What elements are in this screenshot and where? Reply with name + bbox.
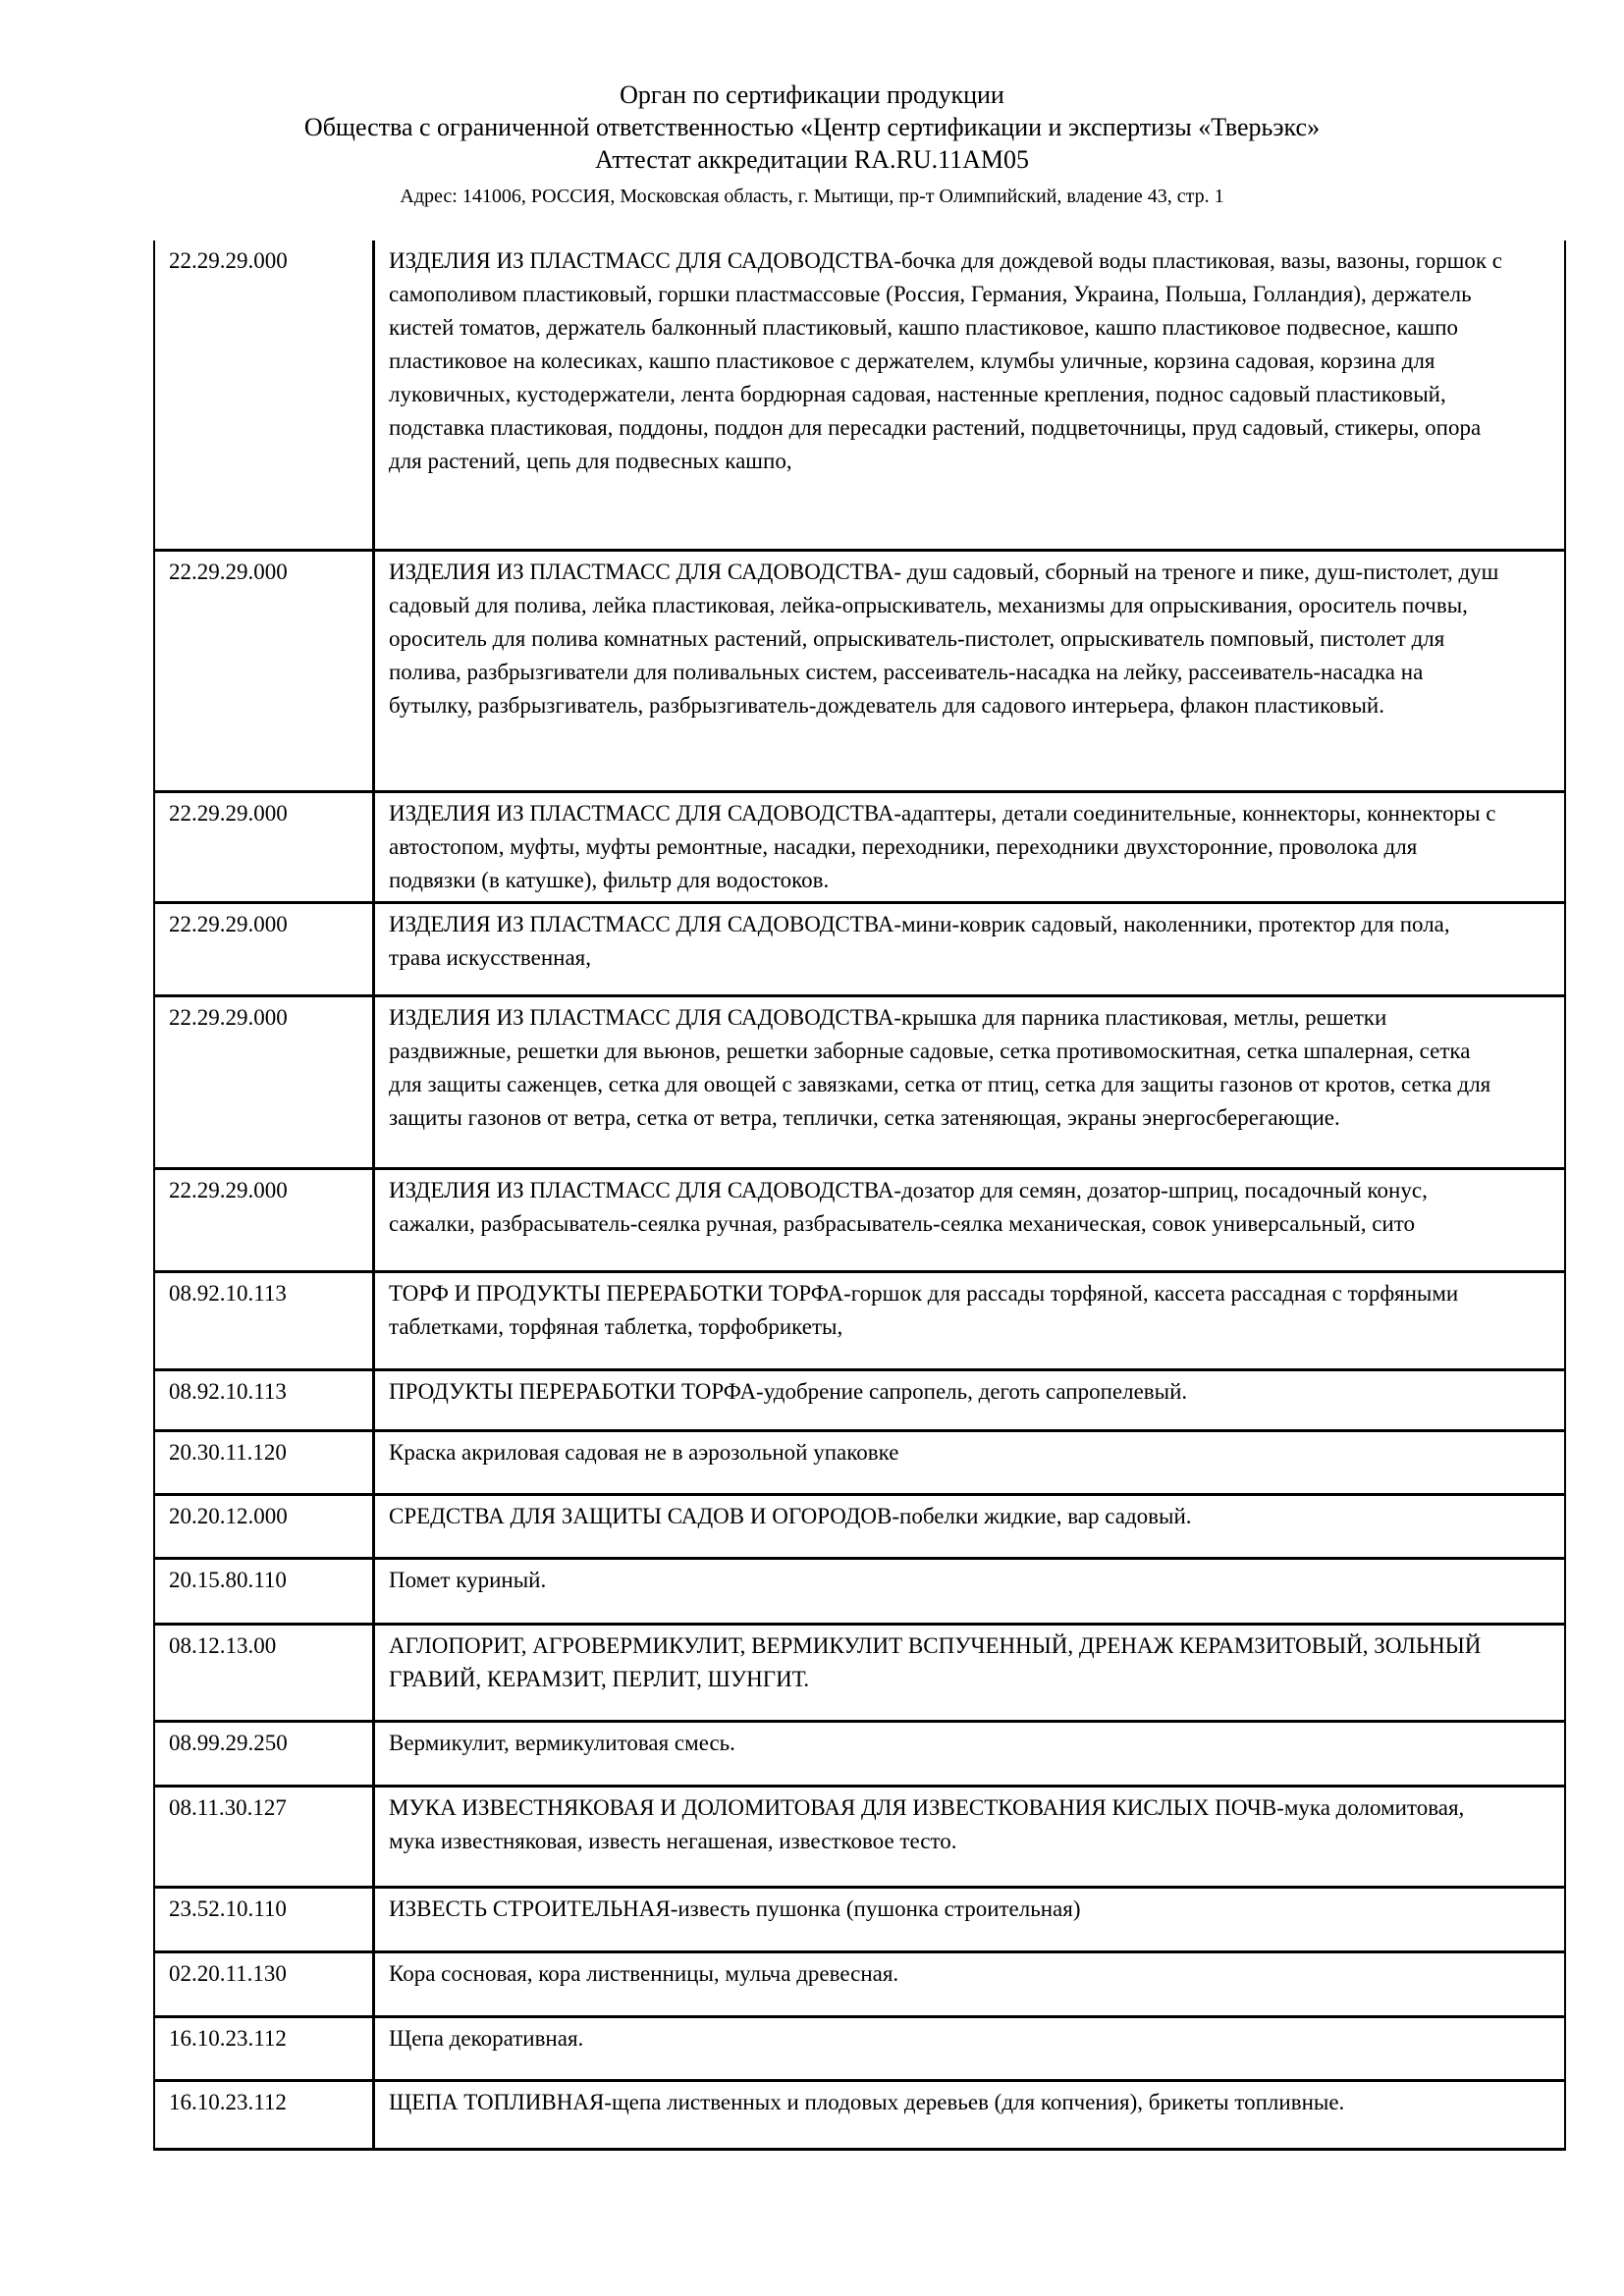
product-description-cell: МУКА ИЗВЕСТНЯКОВАЯ И ДОЛОМИТОВАЯ ДЛЯ ИЗВЕСТКОВАНИЯ КИСЛЫХ ПОЧВ-мука доломитовая, мука известняковая, известь негашеная, известковое тесто. xyxy=(374,1786,1566,1887)
certification-body-title: Орган по сертификации продукции xyxy=(620,80,1004,109)
table-row xyxy=(154,2080,1565,2149)
table-row xyxy=(154,1494,1565,1558)
organization-name: Общества с ограниченной ответственностью «Центр сертификации и экспертизы «Тверьэкс» xyxy=(303,113,1321,141)
product-code-cell: 08.99.29.250 xyxy=(154,1721,374,1786)
product-code-cell: 22.29.29.000 xyxy=(154,1168,374,1271)
product-description-cell: Вермикулит, вермикулитовая смесь. xyxy=(374,1721,1566,1786)
product-description-cell: ТОРФ И ПРОДУКТЫ ПЕРЕРАБОТКИ ТОРФА-горшок для рассады торфяной, кассета рассадная с торфяными таблетками, торфяная таблетка, торфобрикеты, xyxy=(374,1271,1566,1369)
product-description-cell: ИЗДЕЛИЯ ИЗ ПЛАСТМАСС ДЛЯ САДОВОДСТВА- душ садовый, сборный на треноге и пике, душ-пистолет, душ садовый для полива, лейка пластиковая, лейка-опрыскиватель, механизмы для опрыскивания, ороситель почвы, ороситель для полива комнатных растений, опрыскиватель-пистолет, опрыскиватель помповый, пистолет для полива, разбрызгиватели для поливальных систем, рассеиватель-насадка на лейку, рассеиватель-насадка на бутылку, разбрызгиватель, разбрызгиватель-дождеватель для садового интерьера, флакон пластиковый. xyxy=(374,550,1566,791)
product-code-cell: 20.30.11.120 xyxy=(154,1430,374,1494)
product-code-cell: 22.29.29.000 xyxy=(154,240,374,550)
product-code-cell: 22.29.29.000 xyxy=(154,902,374,995)
product-description-cell: Щепа декоративная. xyxy=(374,2016,1566,2080)
table-row xyxy=(154,550,1565,791)
products-table xyxy=(153,240,1566,2151)
product-code-cell: 08.92.10.113 xyxy=(154,1271,374,1369)
table-row xyxy=(154,1168,1565,1271)
product-code-cell: 08.92.10.113 xyxy=(154,1369,374,1430)
product-description-cell: ПРОДУКТЫ ПЕРЕРАБОТКИ ТОРФА-удобрение сапропель, деготь сапропелевый. xyxy=(374,1369,1566,1430)
product-description-cell: Кора сосновая, кора лиственницы, мульча древесная. xyxy=(374,1951,1566,2016)
products-table-body xyxy=(154,240,1565,2149)
table-row xyxy=(154,1951,1565,2016)
product-code-cell: 22.29.29.000 xyxy=(154,791,374,902)
product-description-cell: Краска акриловая садовая не в аэрозольной упаковке xyxy=(374,1430,1566,1494)
product-code-cell: 08.12.13.00 xyxy=(154,1624,374,1721)
table-row xyxy=(154,240,1565,550)
product-description-cell: ИЗДЕЛИЯ ИЗ ПЛАСТМАСС ДЛЯ САДОВОДСТВА-бочка для дождевой воды пластиковая, вазы, вазоны, горшок с самополивом пластиковый, горшки пластмассовые (Россия, Германия, Украина, Польша, Голландия), держатель кистей томатов, держатель балконный пластиковый, кашпо пластиковое, кашпо пластиковое подвесное, кашпо пластиковое на колесиках, кашпо пластиковое с держателем, клумбы уличные, корзина садовая, корзина для луковичных, кустодержатели, лента бордюрная садовая, настенные крепления, поднос садовый пластиковый, подставка пластиковая, поддоны, поддон для пересадки растений, подцветочницы, пруд садовый, стикеры, опора для растений, цепь для подвесных кашпо, xyxy=(374,240,1566,550)
product-code-cell: 22.29.29.000 xyxy=(154,995,374,1168)
product-description-cell: ИЗДЕЛИЯ ИЗ ПЛАСТМАСС ДЛЯ САДОВОДСТВА-дозатор для семян, дозатор-шприц, посадочный конус, сажалки, разбрасыватель-сеялка ручная, разбрасыватель-сеялка механическая, совок универсальный, сито xyxy=(374,1168,1566,1271)
table-row xyxy=(154,1271,1565,1369)
product-code-cell: 20.15.80.110 xyxy=(154,1558,374,1624)
table-row xyxy=(154,1624,1565,1721)
product-description-cell: СРЕДСТВА ДЛЯ ЗАЩИТЫ САДОВ И ОГОРОДОВ-побелки жидкие, вар садовый. xyxy=(374,1494,1566,1558)
organization-address: Адрес: 141006, РОССИЯ, Московская область, г. Мытищи, пр-т Олимпийский, владение 43, стр. 1 xyxy=(400,186,1224,207)
table-row xyxy=(154,1369,1565,1430)
product-description-cell: ЩЕПА ТОПЛИВНАЯ-щепа лиственных и плодовых деревьев (для копчения), брикеты топливные. xyxy=(374,2080,1566,2149)
product-code-cell: 23.52.10.110 xyxy=(154,1887,374,1951)
product-description-cell: ИЗВЕСТЬ СТРОИТЕЛЬНАЯ-известь пушонка (пушонка строительная) xyxy=(374,1887,1566,1951)
table-row xyxy=(154,791,1565,902)
product-description-cell: АГЛОПОРИТ, АГРОВЕРМИКУЛИТ, ВЕРМИКУЛИТ ВСПУЧЕННЫЙ, ДРЕНАЖ КЕРАМЗИТОВЫЙ, ЗОЛЬНЫЙ ГРАВИЙ, КЕРАМЗИТ, ПЕРЛИТ, ШУНГИТ. xyxy=(374,1624,1566,1721)
table-row xyxy=(154,995,1565,1168)
table-row xyxy=(154,1887,1565,1951)
product-code-cell: 16.10.23.112 xyxy=(154,2080,374,2149)
product-code-cell: 02.20.11.130 xyxy=(154,1951,374,2016)
table-row xyxy=(154,1558,1565,1624)
table-row xyxy=(154,902,1565,995)
document-header xyxy=(0,79,1624,208)
product-code-cell: 08.11.30.127 xyxy=(154,1786,374,1887)
table-row xyxy=(154,2016,1565,2080)
table-row xyxy=(154,1430,1565,1494)
table-row xyxy=(154,1786,1565,1887)
product-code-cell: 16.10.23.112 xyxy=(154,2016,374,2080)
product-description-cell: ИЗДЕЛИЯ ИЗ ПЛАСТМАСС ДЛЯ САДОВОДСТВА-адаптеры, детали соединительные, коннекторы, коннекторы с автостопом, муфты, муфты ремонтные, насадки, переходники, переходники двухсторонние, проволока для подвязки (в катушке), фильтр для водостоков. xyxy=(374,791,1566,902)
product-description-cell: ИЗДЕЛИЯ ИЗ ПЛАСТМАСС ДЛЯ САДОВОДСТВА-мини-коврик садовый, наколенники, протектор для пола, трава искусственная, xyxy=(374,902,1566,995)
product-code-cell: 22.29.29.000 xyxy=(154,550,374,791)
accreditation-certificate: Аттестат аккредитации RA.RU.11АМ05 xyxy=(594,145,1030,174)
product-description-cell: ИЗДЕЛИЯ ИЗ ПЛАСТМАСС ДЛЯ САДОВОДСТВА-крышка для парника пластиковая, метлы, решетки раздвижные, решетки для вьюнов, решетки заборные садовые, сетка противомоскитная, сетка шпалерная, сетка для защиты саженцев, сетка для овощей с завязками, сетка от птиц, сетка для защиты газонов от кротов, сетка для защиты газонов от ветра, сетка от ветра, теплички, сетка затеняющая, экраны энергосберегающие. xyxy=(374,995,1566,1168)
table-row xyxy=(154,1721,1565,1786)
product-description-cell: Помет куриный. xyxy=(374,1558,1566,1624)
product-code-cell: 20.20.12.000 xyxy=(154,1494,374,1558)
